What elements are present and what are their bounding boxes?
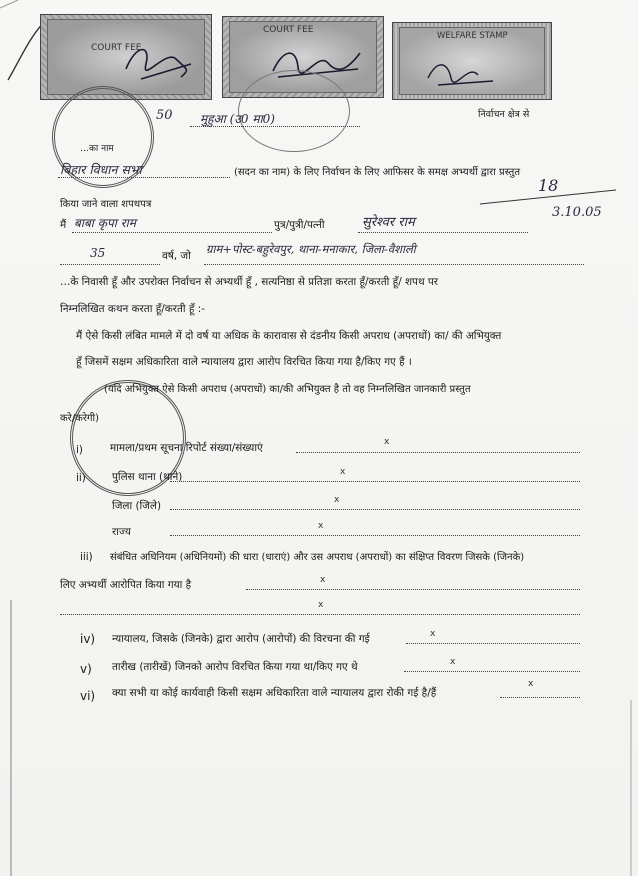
district-cross: x (334, 495, 340, 505)
constituency-line (190, 126, 360, 127)
field-iii-text-a: संबंधित अधिनियम (अधिनियमों) की धारा (धाराएं) और उस अपराध (अपराधों) का संक्षिप्त विवरण जिसके (जिनके) (110, 552, 525, 563)
line6-text: निम्नलिखित कथन करता हूँ/करती हूँ :- (60, 303, 205, 315)
stamp-1-text: COURT FEE (91, 43, 142, 53)
line2-text: किया जाने वाला शपथपत्र (60, 199, 152, 210)
page-number-hand: 18 (538, 176, 559, 195)
constituency-number: 50 (156, 108, 173, 123)
field-iii-line-1 (246, 589, 580, 590)
court-fee-stamp-1 (40, 14, 212, 100)
field-v-text: तारीख (तारीखें) जिनको आरोप विरचित किया गया था/किए गए थे (112, 661, 358, 673)
field-iii-line-2 (60, 614, 580, 615)
state-label: राज्य (112, 526, 131, 538)
line3-text: पुत्र/पुत्री/पत्नी (274, 219, 325, 231)
house-name-line (58, 177, 230, 178)
state-line (170, 535, 580, 536)
state-cross: x (318, 521, 324, 531)
field-vi-line (500, 697, 580, 698)
candidate-age: 35 (90, 246, 106, 260)
field-vi-cross: x (528, 679, 534, 689)
field-ii-cross: x (340, 467, 346, 477)
signature-1 (121, 39, 201, 84)
signature-3 (423, 53, 503, 93)
candidate-name-line (72, 232, 272, 233)
field-iii-number: iii) (80, 551, 93, 563)
field-iii-text-b: लिए अभ्यर्थी आरोपित किया गया है (60, 579, 192, 591)
note-text-a: (यदि अभियुक्त ऐसे किसी अपराध (अपराधों) का/की अभियुक्त है तो वह निम्नलिखित जानकारी प्रस्तुत (104, 384, 471, 395)
address-line (204, 264, 584, 265)
stamp-2-text: COURT FEE (263, 25, 314, 35)
item1-text-b: हूँ जिसमें सक्षम अधिकारिता वाले न्यायालय द्वारा आरोप विरचित किया गया है/किए गए हैं । (76, 356, 412, 368)
field-iv-text: न्यायालय, जिसके (जिनके) द्वारा आरोप (आरोपों) की विरचना की गई (112, 633, 370, 645)
field-iv-cross: x (430, 629, 436, 639)
line4-text: वर्ष, जो (162, 250, 191, 262)
line3-prefix: मैं (60, 219, 67, 231)
field-i-cross: x (384, 437, 390, 447)
district-label: जिला (जिले) (112, 500, 161, 512)
left-fragment: …का नाम (80, 144, 114, 154)
house-name: बिहार विधान सभा (60, 162, 142, 177)
father-name: सुरेश्वर राम (362, 215, 415, 230)
field-ii-line (170, 481, 580, 482)
affidavit-date: 3.10.05 (552, 205, 602, 220)
field-iv-line (406, 643, 580, 644)
district-line (170, 509, 580, 510)
line5-text: …के निवासी हूँ और उपरोक्त निर्वाचन से अभ्यर्थी हूँ , सत्यनिष्ठा से प्रतिज्ञा करता हूँ/करती हूँ/ शपथ पर (60, 276, 439, 288)
field-i-number: i) (76, 444, 83, 456)
left-page-edge (10, 600, 12, 876)
field-vi-number: vi) (80, 689, 96, 703)
field-v-line (404, 671, 580, 672)
stamp-3-text: WELFARE STAMP (437, 31, 508, 41)
field-iv-number: iv) (80, 632, 96, 646)
field-ii-number: ii) (76, 472, 86, 484)
constituency-name: मुहुआ (उ0 मा0) (200, 112, 275, 126)
note-text-b: करे/करेगी) (60, 413, 100, 424)
field-vi-text: क्या सभी या कोई कार्यवाही किसी सक्षम अधिकारिता वाले न्यायालय द्वारा रोकी गई है/हैं (112, 687, 437, 699)
field-i-label: मामला/प्रथम सूचना रिपोर्ट संख्या/संख्याएं (110, 442, 263, 454)
father-name-line (358, 232, 528, 233)
right-page-edge (630, 700, 632, 876)
field-v-cross: x (450, 657, 456, 667)
candidate-address: ग्राम+पोस्ट-बहुरेवपुर, थाना-मनाकार, जिला-वैशाली (206, 242, 416, 256)
field-iii-cross-1: x (320, 575, 326, 585)
constituency-label: निर्वाचन क्षेत्र से (478, 109, 530, 120)
field-ii-label: पुलिस थाना (थाने) (112, 471, 183, 483)
field-iii-cross-2: x (318, 600, 324, 610)
candidate-name: बाबा कृपा राम (74, 216, 136, 230)
field-i-line (296, 452, 580, 453)
line1-text: (सदन का नाम) के लिए निर्वाचन के लिए आफिसर के समक्ष अभ्यर्थी द्वारा प्रस्तुत (234, 167, 521, 178)
field-v-number: v) (80, 662, 92, 676)
age-line (60, 264, 160, 265)
item1-text-a: मैं ऐसे किसी लंबित मामले में दो वर्ष या अधिक के कारावास से दंडनीय किसी अपराध (अपराधों) का/ की अभियुक्त (76, 330, 502, 342)
welfare-stamp (392, 22, 552, 100)
